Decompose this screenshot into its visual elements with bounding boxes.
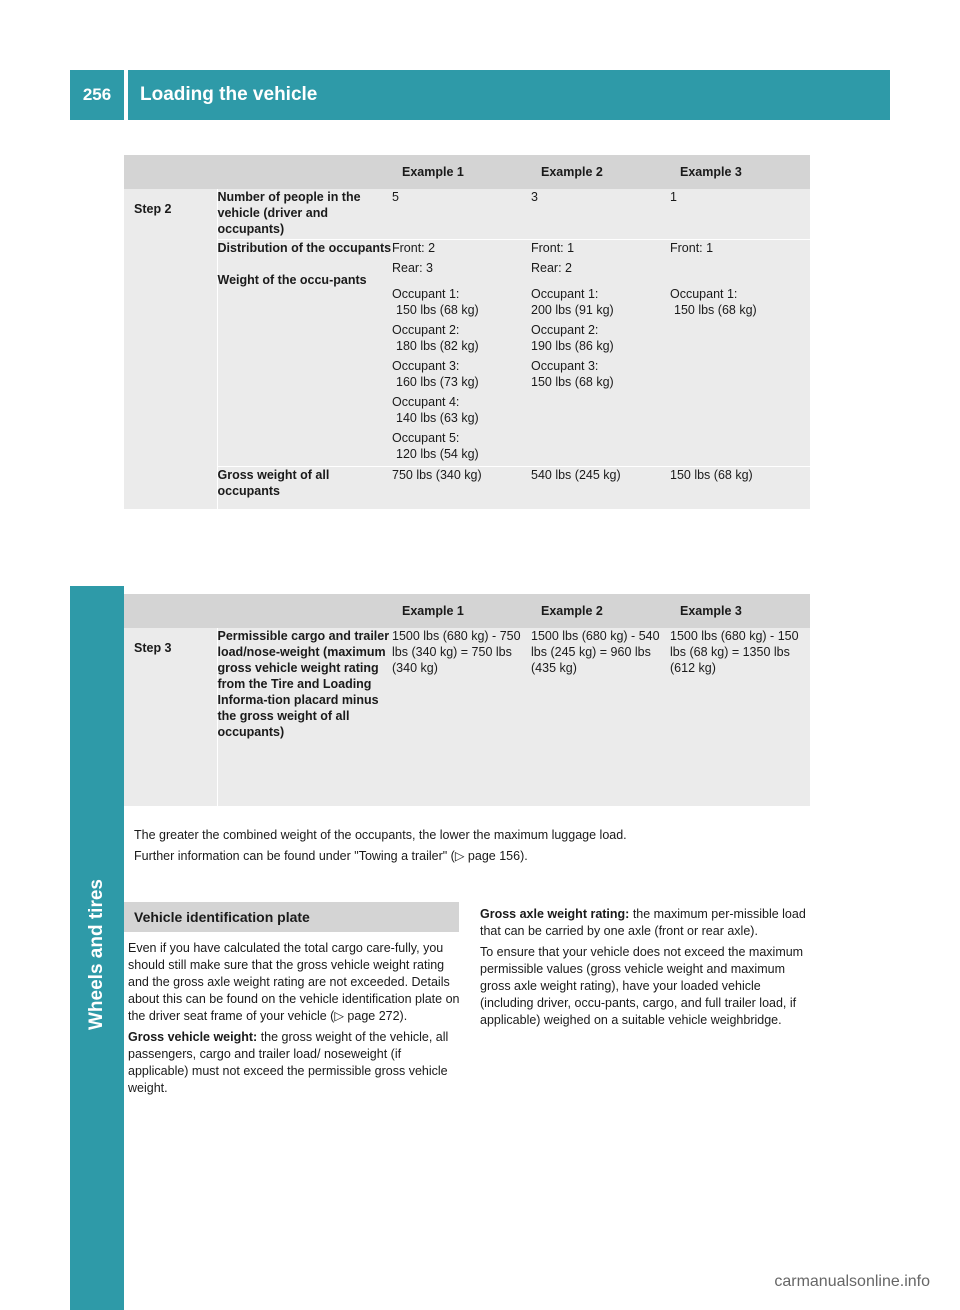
row-label: Number of people in the vehicle (driver and occupants) <box>217 189 392 240</box>
table-header-cell: Example 3 <box>670 594 810 628</box>
note-line: Further information can be found under "Towing a trailer" (▷ page 156). <box>134 849 528 863</box>
occupant-entry <box>392 430 531 462</box>
table-cell: 540 lbs (245 kg) <box>531 467 670 510</box>
occupant-weight: 190 lbs (86 kg) <box>531 339 614 353</box>
section-heading: Vehicle identification plate <box>124 902 459 932</box>
occupant-label: Occupant 2: <box>392 323 460 337</box>
occupant-weight: 150 lbs (68 kg) <box>531 375 614 389</box>
term: Gross axle weight rating: <box>480 907 630 921</box>
table-cell: 150 lbs (68 kg) <box>670 467 810 510</box>
page-number: 256 <box>70 70 124 120</box>
table-cell <box>531 240 670 467</box>
occupant-weight: 180 lbs (82 kg) <box>396 339 479 353</box>
occupant-label: Occupant 1: <box>392 287 460 301</box>
row-label: Weight of the occu-pants <box>217 273 367 287</box>
occupant-label: Occupant 4: <box>392 395 460 409</box>
paragraph <box>480 906 814 940</box>
row-label: Gross weight of all occupants <box>217 467 392 510</box>
occupant-weight: 150 lbs (68 kg) <box>396 303 479 317</box>
page-header <box>70 70 890 120</box>
page-title: Loading the vehicle <box>128 70 890 120</box>
left-column <box>128 940 462 1101</box>
occupant-entry <box>392 286 531 318</box>
step2-table <box>124 155 810 509</box>
table-cell: 5 <box>392 189 531 240</box>
occupant-entry <box>531 322 670 354</box>
occupant-entry <box>531 286 670 318</box>
distribution-line: Rear: 2 <box>531 261 572 275</box>
occupant-label: Occupant 3: <box>531 359 599 373</box>
table-header-row <box>124 155 810 189</box>
occupant-entry <box>392 358 531 390</box>
distribution-line: Front: 2 <box>392 241 436 255</box>
step3-table <box>124 594 810 806</box>
distribution-line: Front: 1 <box>531 241 575 255</box>
occupant-weight: 160 lbs (73 kg) <box>396 375 479 389</box>
paragraph <box>128 1029 462 1097</box>
table-cell: 1500 lbs (680 kg) - 150 lbs (68 kg) = 1350 lbs (612 kg) <box>670 628 810 806</box>
table-row <box>124 467 810 510</box>
occupant-weight: 140 lbs (63 kg) <box>396 411 479 425</box>
watermark: carmanualsonline.info <box>774 1273 930 1290</box>
side-tab-label: Wheels and tires <box>86 879 107 1031</box>
table-header-cell: Example 1 <box>392 155 531 189</box>
table-header-cell: Example 2 <box>531 594 670 628</box>
table-header-cell: Example 2 <box>531 155 670 189</box>
table-cell: 1 <box>670 189 810 240</box>
occupant-entry <box>670 286 810 318</box>
table-header-cell <box>124 594 217 628</box>
table-row <box>124 240 810 467</box>
table-header-cell: Example 1 <box>392 594 531 628</box>
occupant-label: Occupant 5: <box>392 431 460 445</box>
table-cell <box>392 240 531 467</box>
table-cell: 750 lbs (340 kg) <box>392 467 531 510</box>
table-cell: 1500 lbs (680 kg) - 750 lbs (340 kg) = 750 lbs (340 kg) <box>392 628 531 806</box>
occupant-weight: 200 lbs (91 kg) <box>531 303 614 317</box>
row-label: Permissible cargo and trailer load/nose-weight (maximum gross vehicle weight rating from the Tire and Loading Informa-tion placard minus the gross weight of all occupants) <box>217 628 392 806</box>
step-label: Step 3 <box>124 628 217 806</box>
definition: the gross weight of the vehicle, all passengers, cargo and trailer load/ noseweight (if applicable) must not exceed the permissible gross vehicle weight. <box>128 1030 449 1095</box>
right-column <box>480 906 814 1033</box>
definition: the maximum per-missible load that can be carried by one axle (front or rear axle). <box>480 907 806 938</box>
table-row <box>124 628 810 806</box>
occupant-entry <box>392 394 531 426</box>
occupant-label: Occupant 3: <box>392 359 460 373</box>
row-label-group <box>217 240 392 467</box>
distribution-line: Front: 1 <box>670 241 714 255</box>
note-line: The greater the combined weight of the occupants, the lower the maximum luggage load. <box>134 828 627 842</box>
paragraph: To ensure that your vehicle does not exceed the maximum permissible values (gross vehicle weight and maximum gross axle weight rating), have your loaded vehicle (including driver, occu-pants, cargo, and full trailer load, if applicable) weighed on a suitable vehicle weighbridge. <box>480 945 804 1027</box>
occupant-label: Occupant 2: <box>531 323 599 337</box>
table-row <box>124 189 810 240</box>
term: Gross vehicle weight: <box>128 1030 258 1044</box>
occupant-weight: 120 lbs (54 kg) <box>396 447 479 461</box>
table-header-row <box>124 594 810 628</box>
table-header-cell <box>217 155 392 189</box>
table-cell: 3 <box>531 189 670 240</box>
notes <box>134 827 814 869</box>
occupant-entry <box>531 358 670 390</box>
table-header-cell: Example 3 <box>670 155 810 189</box>
distribution-line: Rear: 3 <box>392 261 433 275</box>
table-header-cell <box>217 594 392 628</box>
occupant-weight: 150 lbs (68 kg) <box>674 303 757 317</box>
occupant-label: Occupant 1: <box>670 287 738 301</box>
table-header-cell <box>124 155 217 189</box>
table-cell <box>670 240 810 467</box>
row-label: Distribution of the occupants <box>217 241 392 255</box>
paragraph: Even if you have calculated the total cargo care-fully, you should still make sure that the gross vehicle weight rating and the gross axle weight rating are not exceeded. Details about this can be found on the vehicle identification plate on the driver seat frame of your vehicle (▷ page 272). <box>128 941 460 1023</box>
occupant-label: Occupant 1: <box>531 287 599 301</box>
occupant-entry <box>392 322 531 354</box>
step-label: Step 2 <box>124 189 217 509</box>
table-cell: 1500 lbs (680 kg) - 540 lbs (245 kg) = 960 lbs (435 kg) <box>531 628 670 806</box>
